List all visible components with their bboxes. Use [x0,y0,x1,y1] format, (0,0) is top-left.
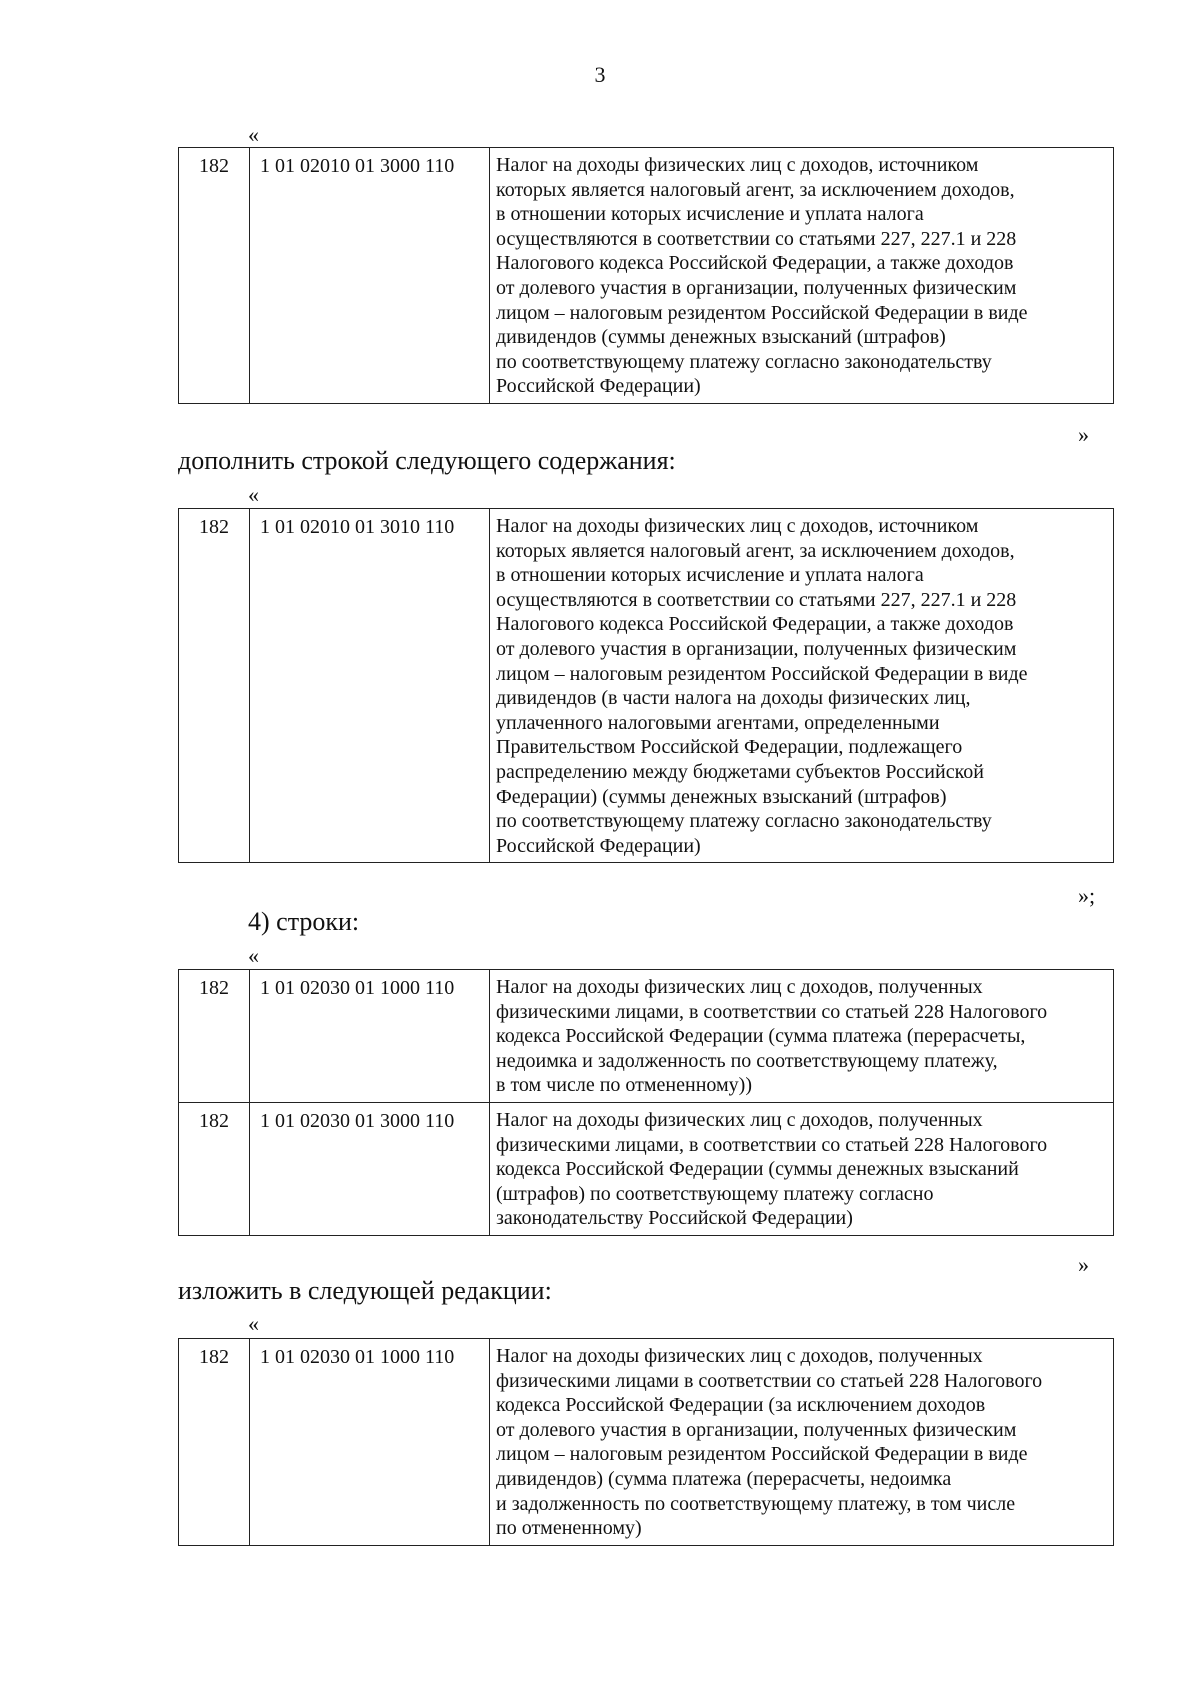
kbk-table-2 [178,508,1114,863]
description-line: кодекса Российской Федерации (за исключением доходов [496,1394,986,1417]
close-quote: » [1078,422,1089,447]
open-quote: « [248,943,259,968]
description-line: Налог на доходы физических лиц с доходов, полученных [496,1345,983,1367]
table-row [179,1339,1114,1546]
description-line: которых является налоговый агент, за исключением доходов, [496,178,1015,201]
description-line: дивидендов (суммы денежных взысканий (штрафов) [496,326,946,349]
description-cell [490,148,1114,404]
description-line: распределению между бюджетами субъектов Российской [496,760,984,783]
kbk-table-1 [178,147,1114,404]
description-line: законодательству Российской Федерации) [496,1207,853,1230]
code-cell: 182 [179,1102,250,1235]
description-line: осуществляются в соответствии со статьями 227, 227.1 и 228 [496,588,1017,611]
page-number: 3 [594,62,606,87]
kbk-cell: 1 01 02010 01 3010 110 [250,509,490,863]
description-line: Федерации) (суммы денежных взысканий (штрафов) [496,785,947,808]
close-quote: »; [1078,883,1096,908]
description-line: (штрафов) по соответствующему платежу согласно [496,1182,934,1205]
kbk-cell: 1 01 02010 01 3000 110 [250,148,490,404]
code-cell: 182 [179,148,250,404]
description-line: и задолженность по соответствующему платежу, в том числе [496,1492,1016,1515]
kbk-table-4 [178,1338,1114,1546]
description-line: физическими лицами, в соответствии со статьей 228 Налогового [496,1000,1048,1023]
kbk-cell: 1 01 02030 01 1000 110 [250,1339,490,1546]
open-quote: « [248,1311,259,1336]
description-line: кодекса Российской Федерации (суммы денежных взысканий [496,1158,1019,1181]
description-line: Правительством Российской Федерации, подлежащего [496,736,963,759]
open-quote: « [248,122,259,147]
description-line: уплаченного налоговыми агентами, определенными [496,711,940,734]
table-row [179,1102,1114,1235]
description-line: Налог на доходы физических лиц с доходов, источником [496,515,979,537]
description-line: недоимка и задолженность по соответствующему платежу, [496,1049,998,1072]
description-line: в том числе по отмененному)) [496,1074,752,1097]
description-line: по соответствующему платежу согласно законодательству [496,350,992,373]
section-heading: 4) строки: [248,907,360,936]
description-line: Налог на доходы физических лиц с доходов, полученных [496,976,983,998]
description-line: в отношении которых исчисление и уплата налога [496,203,924,226]
description-line: которых является налоговый агент, за исключением доходов, [496,539,1015,562]
description-line: Налогового кодекса Российской Федерации, а также доходов [496,252,1014,275]
code-cell: 182 [179,509,250,863]
description-line: Российской Федерации) [496,834,701,857]
description-line: от долевого участия в организации, полученных физическим [496,276,1017,299]
description-cell [490,970,1114,1103]
open-quote: « [248,482,259,507]
description-line: от долевого участия в организации, полученных физическим [496,637,1017,660]
description-line: в отношении которых исчисление и уплата налога [496,564,924,587]
description-line: лицом – налоговым резидентом Российской Федерации в виде [496,662,1028,685]
table-row [179,509,1114,863]
description-line: по отмененному) [496,1517,642,1540]
description-line: от долевого участия в организации, полученных физическим [496,1418,1017,1441]
description-line: Налогового кодекса Российской Федерации, а также доходов [496,613,1014,636]
kbk-table-3 [178,969,1114,1236]
code-cell: 182 [179,1339,250,1546]
description-line: лицом – налоговым резидентом Российской Федерации в виде [496,1443,1028,1466]
description-cell [490,1102,1114,1235]
description-line: дивидендов (в части налога на доходы физических лиц, [496,687,971,710]
description-line: лицом – налоговым резидентом Российской Федерации в виде [496,301,1028,324]
section-heading: изложить в следующей редакции: [178,1276,552,1305]
description-line: физическими лицами, в соответствии со статьей 228 Налогового [496,1133,1048,1156]
table-row [179,148,1114,404]
description-cell [490,1339,1114,1546]
description-line: Налог на доходы физических лиц с доходов, полученных [496,1108,983,1131]
description-line: осуществляются в соответствии со статьями 227, 227.1 и 228 [496,227,1017,250]
description-cell [490,509,1114,863]
description-line: Российской Федерации) [496,375,701,398]
kbk-cell: 1 01 02030 01 3000 110 [250,1102,490,1235]
code-cell: 182 [179,970,250,1103]
kbk-cell: 1 01 02030 01 1000 110 [250,970,490,1103]
description-line: дивидендов) (сумма платежа (перерасчеты, недоимка [496,1467,952,1490]
description-line: физическими лицами в соответствии со статьей 228 Налогового [496,1369,1043,1392]
section-heading: дополнить строкой следующего содержания: [178,446,676,475]
description-line: по соответствующему платежу согласно законодательству [496,810,992,833]
description-line: Налог на доходы физических лиц с доходов, источником [496,154,979,176]
close-quote: » [1078,1252,1089,1277]
description-line: кодекса Российской Федерации (сумма платежа (перерасчеты, [496,1025,1026,1048]
table-row [179,970,1114,1103]
